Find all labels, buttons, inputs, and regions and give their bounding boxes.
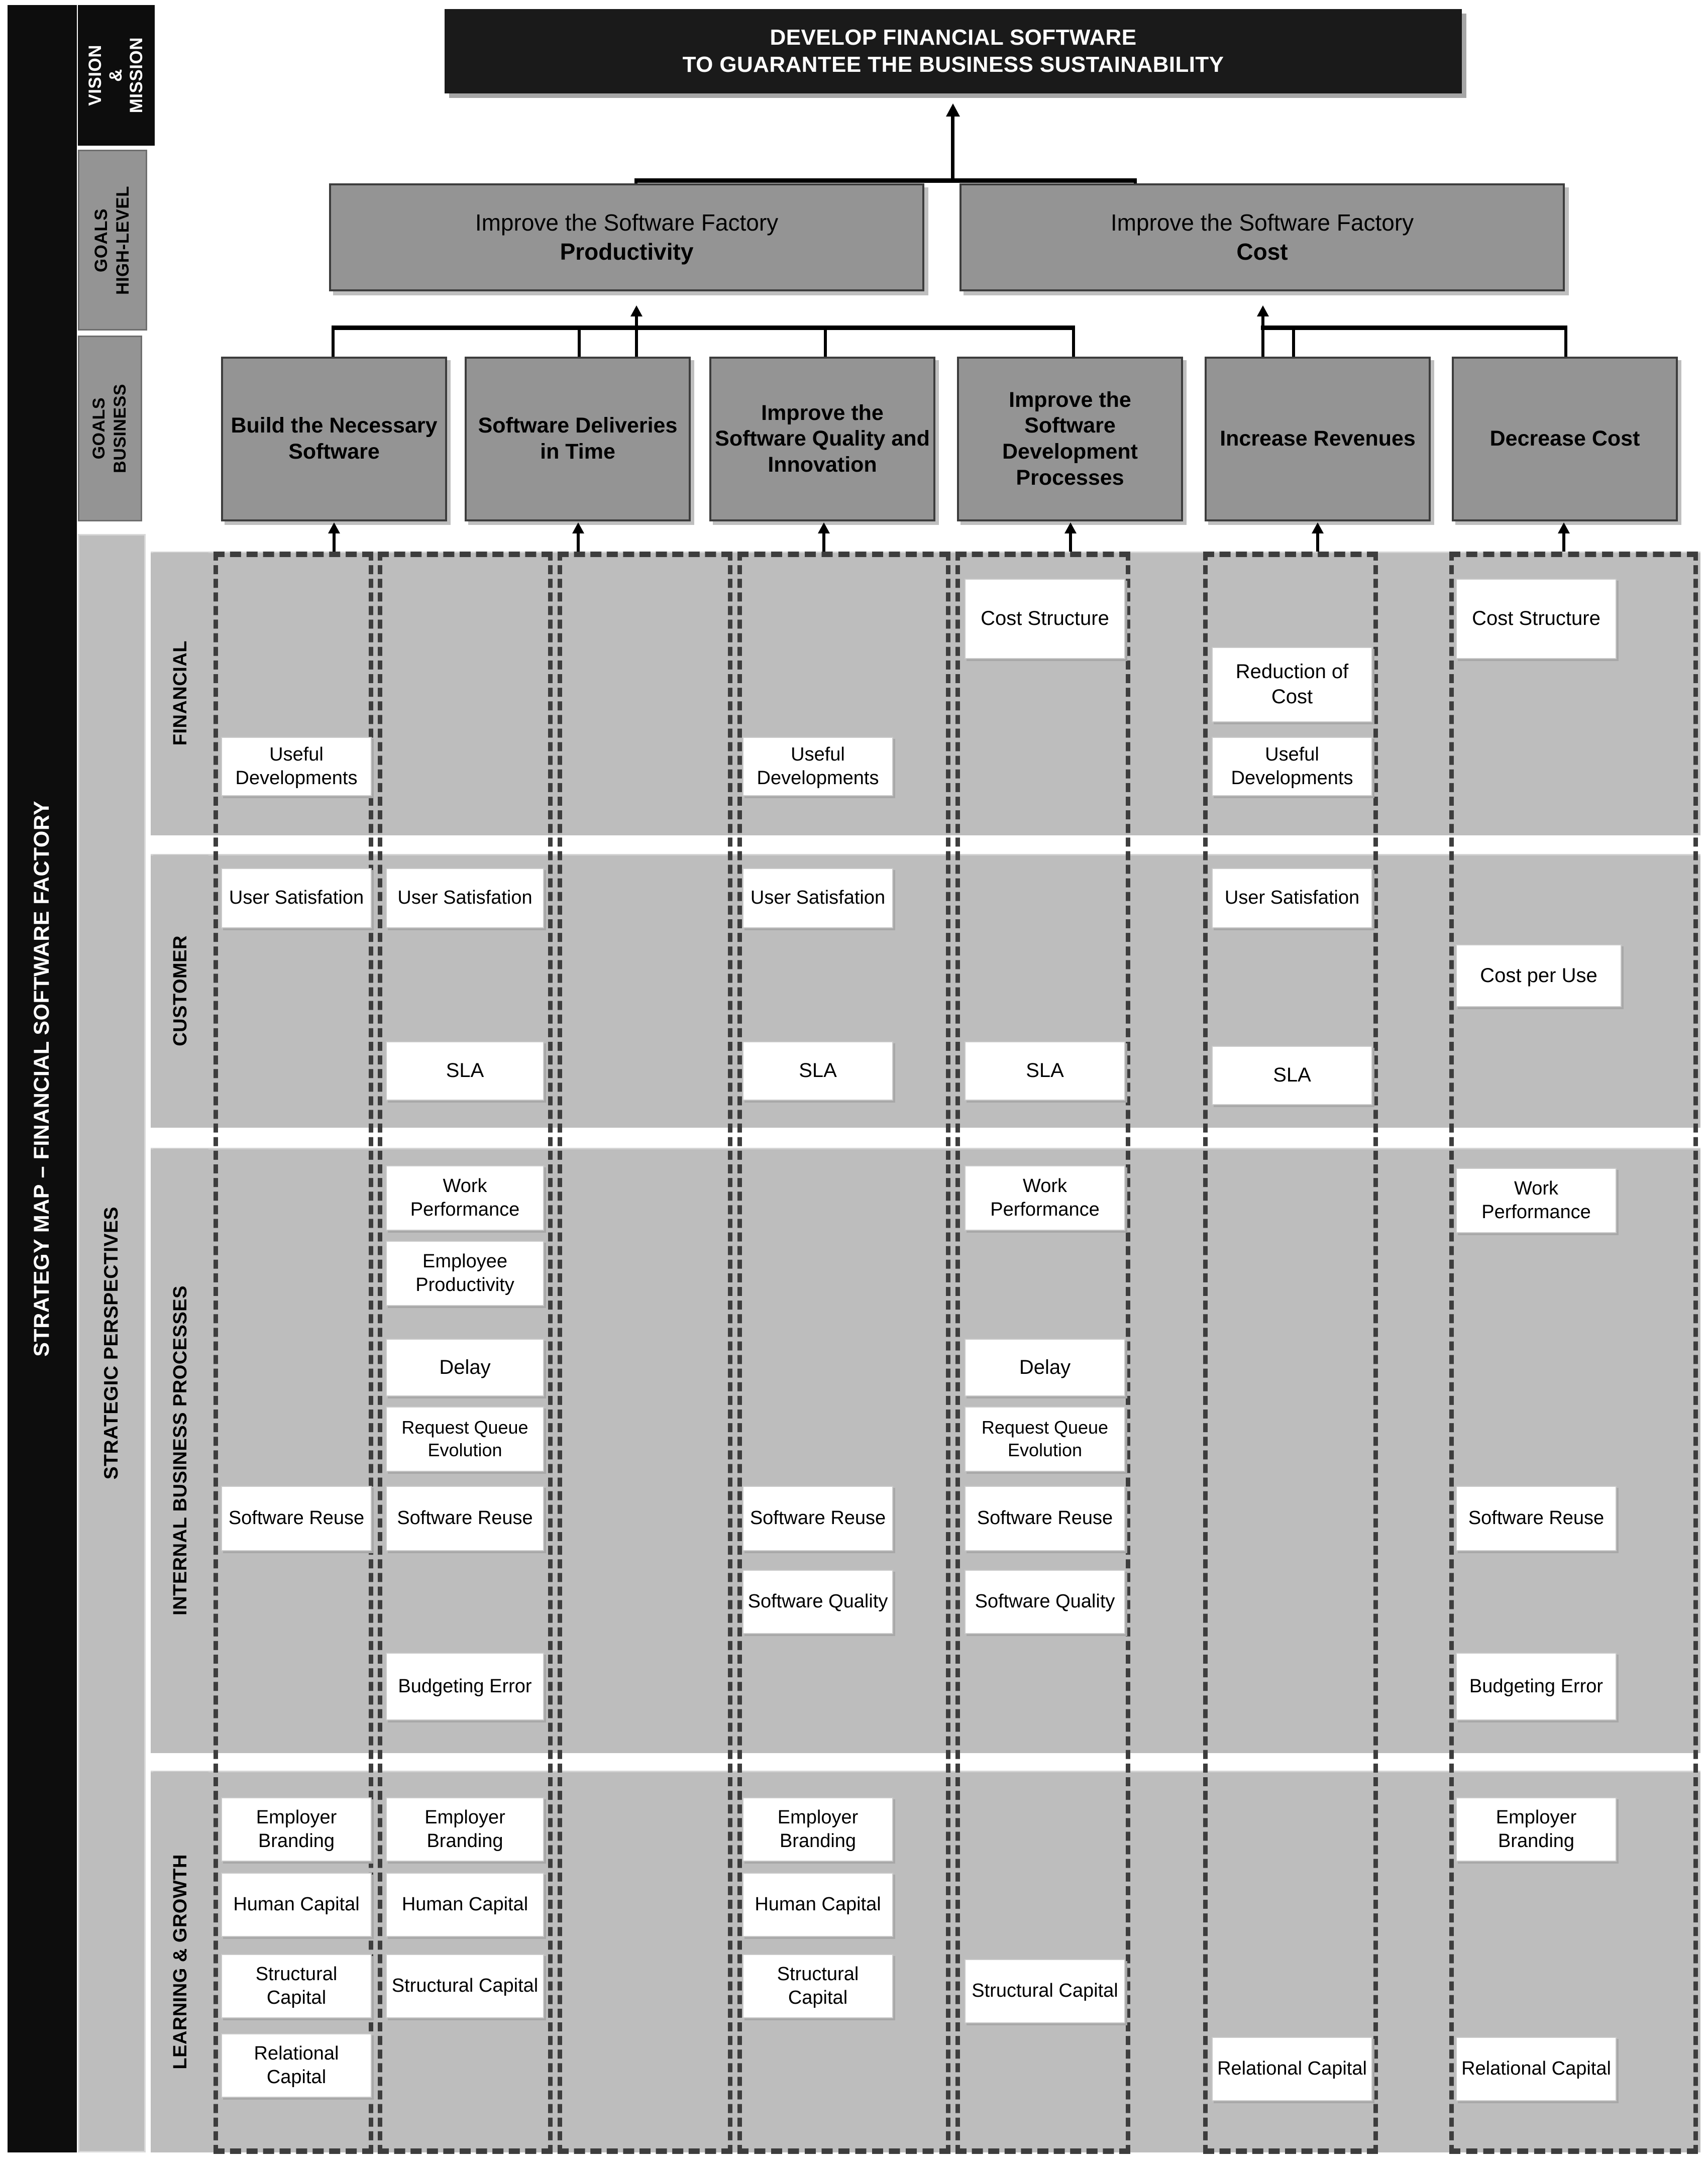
business-goal-3 xyxy=(709,357,935,521)
indicator-user-satisfation-c3 xyxy=(742,868,893,928)
connector-hlgprod-arrow xyxy=(630,305,643,316)
indicator-sla-c5 xyxy=(1212,1046,1372,1105)
row-label-mission-line-2: & xyxy=(106,69,126,82)
indicator-label: Software Quality xyxy=(975,1591,1115,1612)
row-label-mission-vision xyxy=(78,5,155,146)
business-goal-3-label: Improve the Software Quality and Innovation xyxy=(715,400,930,477)
indicator-budgeting-error-c6 xyxy=(1456,1653,1617,1720)
indicator-relational-capital-c6 xyxy=(1456,2037,1617,2101)
indicator-software-quality-c3 xyxy=(742,1570,893,1634)
indicator-request-queue-evolution-c4 xyxy=(965,1406,1125,1472)
indicator-label: SLA xyxy=(446,1059,484,1082)
indicator-work-performance-c4 xyxy=(965,1165,1125,1231)
indicator-sla-c3 xyxy=(742,1041,893,1101)
business-goal-5-label: Increase Revenues xyxy=(1220,426,1416,451)
business-goal-4 xyxy=(957,357,1183,521)
indicator-label: User Satisfation xyxy=(229,887,364,909)
row-label-high-level-goals xyxy=(78,150,147,331)
row-label-sp-label: STRATEGIC PERSPECTIVES xyxy=(100,1207,123,1480)
indicator-request-queue-evolution-c2 xyxy=(386,1406,544,1472)
indicator-label: Structural Capital xyxy=(777,1963,859,2008)
connector-mission-arrow xyxy=(946,103,960,117)
indicator-label: Delay xyxy=(439,1356,491,1378)
indicator-label: Request Queue Evolution xyxy=(401,1417,528,1460)
indicator-sla-c2 xyxy=(386,1041,544,1101)
perspective-internal-text: INTERNAL BUSINESS PROCESSES xyxy=(170,1285,191,1615)
indicator-label: Employee Productivity xyxy=(415,1250,514,1295)
mission-line-1: DEVELOP FINANCIAL SOFTWARE xyxy=(770,25,1137,50)
indicator-label: Software Reuse xyxy=(750,1507,886,1529)
indicator-label: Useful Developments xyxy=(1231,743,1353,789)
indicator-label: Request Queue Evolution xyxy=(981,1417,1109,1460)
indicator-label: Budgeting Error xyxy=(398,1675,532,1697)
indicator-label: Software Quality xyxy=(748,1591,888,1612)
business-goal-2 xyxy=(465,357,691,521)
business-goal-1 xyxy=(221,357,447,521)
indicator-label: SLA xyxy=(1026,1059,1064,1082)
row-label-hlg-line-1: HIGH-LEVEL xyxy=(113,185,133,295)
indicator-label: Employer Branding xyxy=(1496,1806,1577,1852)
indicator-employer-branding-c3 xyxy=(742,1797,893,1862)
indicator-software-quality-c4 xyxy=(965,1570,1125,1634)
indicator-employer-branding-c6 xyxy=(1456,1797,1617,1862)
perspective-label-learning xyxy=(153,1772,208,2151)
indicator-label: SLA xyxy=(799,1059,837,1082)
high-level-goal-productivity xyxy=(329,183,924,291)
indicator-label: Relational Capital xyxy=(1217,2058,1367,2080)
indicator-employer-branding-c2 xyxy=(386,1797,544,1862)
indicator-label: SLA xyxy=(1273,1064,1311,1087)
indicator-label: Software Reuse xyxy=(977,1507,1113,1529)
perspective-learning-text: LEARNING & GROWTH xyxy=(170,1854,191,2070)
hlg-cost-line-2: Cost xyxy=(1236,238,1288,265)
indicator-budgeting-error-c2 xyxy=(386,1653,544,1720)
indicator-work-performance-c2 xyxy=(386,1165,544,1231)
indicator-user-satisfation-c5 xyxy=(1212,868,1372,928)
indicator-label: Useful Developments xyxy=(757,743,879,789)
row-label-mission-line-3: VISION xyxy=(85,45,105,106)
row-label-mission-line-1: MISSION xyxy=(126,37,146,114)
indicator-label: Structural Capital xyxy=(391,1975,539,1997)
indicator-work-performance-c6 xyxy=(1456,1168,1617,1233)
connector-mission-stem xyxy=(951,117,954,182)
indicator-label: Delay xyxy=(1019,1356,1071,1378)
indicator-label: Useful Developments xyxy=(235,743,358,789)
business-goal-5 xyxy=(1205,357,1431,521)
row-label-bg-line-1: BUSINESS xyxy=(111,384,130,473)
connector-col5-arrow xyxy=(1312,522,1324,533)
business-goal-6-label: Decrease Cost xyxy=(1489,426,1640,451)
business-goal-2-label: Software Deliveries in Time xyxy=(478,413,678,464)
strategy-map-title-label: STRATEGY MAP – FINANCIAL SOFTWARE FACTORY xyxy=(30,801,54,1357)
indicator-label: Human Capital xyxy=(401,1894,528,1915)
indicator-label: User Satisfation xyxy=(750,887,886,909)
indicator-human-capital-c2 xyxy=(386,1873,544,1937)
indicator-label: Relational Capital xyxy=(1461,2058,1611,2080)
connector-hlg-bus xyxy=(634,178,1137,183)
indicator-user-satisfation-c1 xyxy=(221,868,372,928)
perspective-customer-text: CUSTOMER xyxy=(170,935,191,1046)
indicator-label: Work Performance xyxy=(1481,1177,1591,1223)
indicator-structural-capital-c3 xyxy=(742,1954,893,2018)
row-label-hlg-line-2: GOALS xyxy=(91,208,112,272)
indicator-label: Structural Capital xyxy=(972,1980,1118,2002)
row-label-strategic-perspectives xyxy=(78,534,146,2152)
indicator-cost-structure-c6 xyxy=(1456,579,1617,659)
indicator-label: Structural Capital xyxy=(255,1963,338,2008)
indicator-useful-developments-c1 xyxy=(221,737,372,796)
indicator-user-satisfation-c2 xyxy=(386,868,544,928)
indicator-relational-capital-c1 xyxy=(221,2033,372,2098)
indicator-sla-c4 xyxy=(965,1041,1125,1101)
row-label-bg-line-2: GOALS xyxy=(89,397,109,460)
indicator-software-reuse-c6 xyxy=(1456,1486,1617,1551)
high-level-goal-cost xyxy=(959,183,1565,291)
indicator-label: Relational Capital xyxy=(254,2042,339,2088)
indicator-structural-capital-c1 xyxy=(221,1954,372,2018)
indicator-employer-branding-c1 xyxy=(221,1797,372,1862)
perspective-financial-text: FINANCIAL xyxy=(170,640,191,746)
indicator-software-reuse-c3 xyxy=(742,1486,893,1551)
connector-col3-arrow xyxy=(818,522,830,533)
perspective-label-customer xyxy=(153,855,208,1126)
indicator-delay-c4 xyxy=(965,1339,1125,1396)
indicator-structural-capital-c4 xyxy=(965,1959,1125,2023)
indicator-software-reuse-c4 xyxy=(965,1486,1125,1551)
indicator-label: Human Capital xyxy=(755,1894,881,1915)
indicator-label: Software Reuse xyxy=(397,1507,533,1529)
indicator-label: Employer Branding xyxy=(256,1806,337,1852)
hlg-productivity-line-1: Improve the Software Factory xyxy=(475,209,779,236)
indicator-label: Reduction of Cost xyxy=(1235,661,1349,708)
perspective-label-financial xyxy=(153,553,208,834)
indicator-label: Cost Structure xyxy=(981,607,1109,630)
indicator-label: User Satisfation xyxy=(397,887,532,909)
indicator-useful-developments-c3 xyxy=(742,737,893,796)
row-label-business-goals xyxy=(78,336,142,521)
indicator-employee-productivity-c2 xyxy=(386,1241,544,1306)
indicator-relational-capital-c5 xyxy=(1212,2037,1372,2101)
indicator-delay-c2 xyxy=(386,1339,544,1396)
business-goal-4-label: Improve the Software Development Processes xyxy=(1002,387,1138,490)
indicator-useful-developments-c5 xyxy=(1212,737,1372,796)
indicator-human-capital-c1 xyxy=(221,1873,372,1937)
connector-col2-arrow xyxy=(572,522,584,533)
connector-hlgcost-arrow xyxy=(1257,305,1269,316)
indicator-label: Budgeting Error xyxy=(1469,1675,1604,1697)
connector-col6-arrow xyxy=(1558,522,1570,533)
mission-vision-box xyxy=(445,9,1462,93)
connector-bg-bus-left xyxy=(332,326,1075,330)
indicator-software-reuse-c2 xyxy=(386,1486,544,1551)
indicator-cost-structure-c4 xyxy=(965,579,1125,659)
hlg-productivity-line-2: Productivity xyxy=(560,238,694,265)
indicator-label: Work Performance xyxy=(410,1175,520,1220)
indicator-label: Employer Branding xyxy=(424,1806,505,1852)
strategy-map-title-bar xyxy=(8,5,77,2152)
hlg-cost-line-1: Improve the Software Factory xyxy=(1110,209,1414,236)
indicator-label: Cost Structure xyxy=(1472,607,1600,630)
business-goal-6 xyxy=(1452,357,1678,521)
indicator-structural-capital-c2 xyxy=(386,1954,544,2018)
connector-col4-arrow xyxy=(1064,522,1077,533)
indicator-human-capital-c3 xyxy=(742,1873,893,1937)
indicator-label: User Satisfation xyxy=(1224,887,1360,909)
indicator-label: Human Capital xyxy=(233,1894,360,1915)
indicator-label: Cost per Use xyxy=(1480,964,1597,987)
connector-col1-arrow xyxy=(328,522,340,533)
indicator-label: Work Performance xyxy=(990,1175,1100,1220)
connector-bg-bus-right xyxy=(1261,326,1567,330)
indicator-label: Employer Branding xyxy=(777,1806,859,1852)
indicator-label: Software Reuse xyxy=(1468,1507,1605,1529)
business-goal-1-label: Build the Necessary Software xyxy=(231,413,438,464)
indicator-cost-per-use-c6 xyxy=(1456,944,1622,1007)
perspective-label-internal xyxy=(153,1149,208,1752)
mission-line-2: TO GUARANTEE THE BUSINESS SUSTAINABILITY xyxy=(682,52,1224,77)
indicator-label: Software Reuse xyxy=(228,1507,365,1529)
indicator-software-reuse-c1 xyxy=(221,1486,372,1551)
indicator-reduction-of-cost-c5 xyxy=(1212,647,1372,722)
